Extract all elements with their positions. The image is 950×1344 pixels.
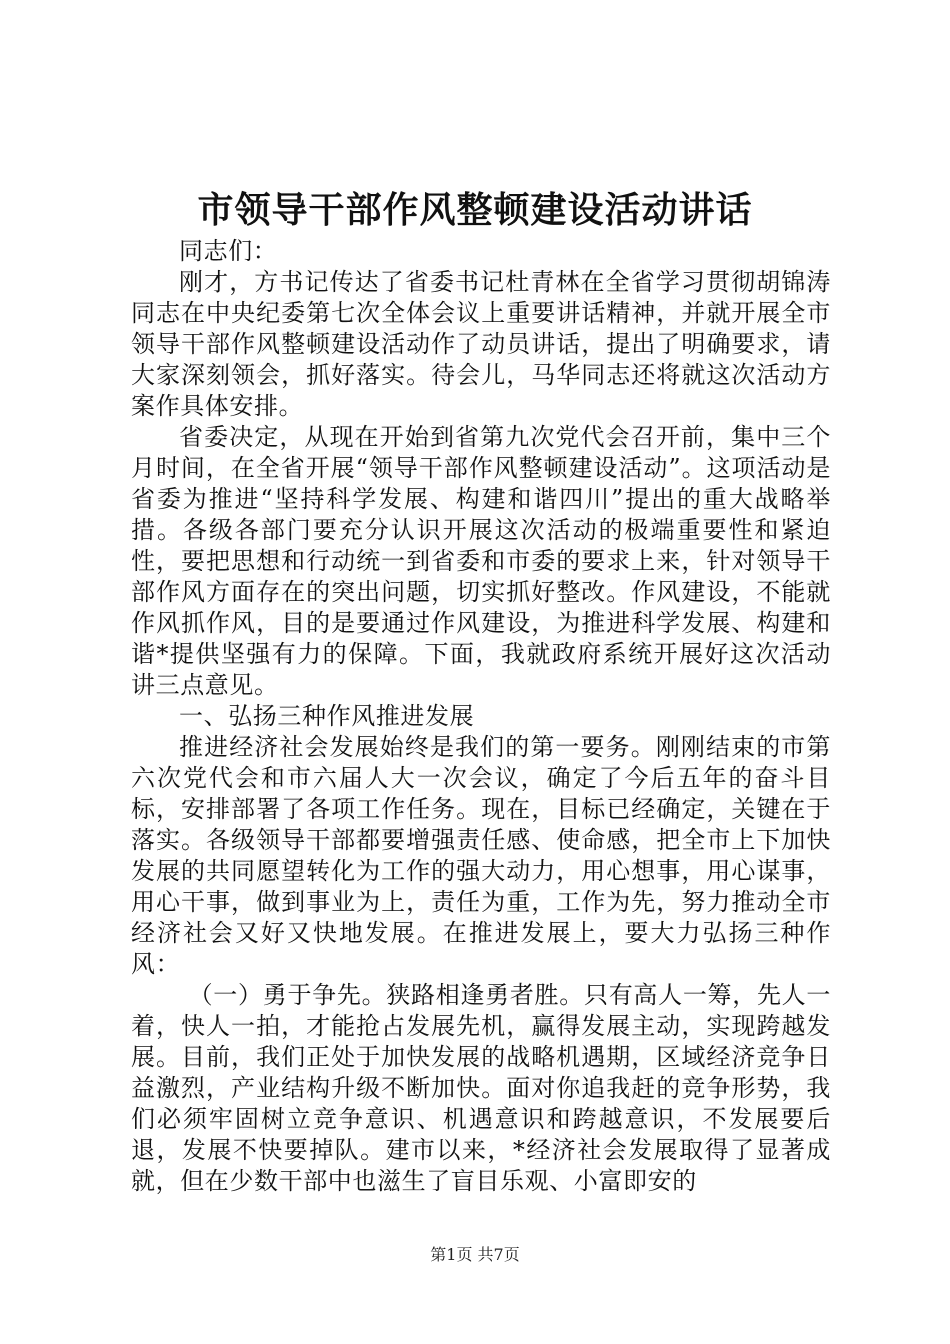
subsection-paragraph: （一）勇于争先。狭路相逢勇者胜。只有高人一筹，先人一着，快人一拍，才能抢占发展先机，赢得发展主动，实现跨越发展。目前，我们正处于加快发展的战略机遇期，区域经济竞争日益激烈，产业结构升级不断加快。面对你追我赶的竞争形势，我们必须牢固树立竞争意识、机遇意识和跨越意识，不发展要后退，发展不快要掉队。建市以来，*经济社会发展取得了显著成就，但在少数干部中也滋生了盲目乐观、小富即安的 [131, 981, 831, 1195]
section-heading: 一、弘扬三种作风推进发展 [179, 702, 475, 730]
paragraph: 推进经济社会发展始终是我们的第一要务。刚刚结束的市第六次党代会和市六届人大一次会议，确定了今后五年的奋斗目标，安排部署了各项工作任务。现在，目标已经确定，关键在于落实。各级领导干部都要增强责任感、使命感，把全市上下加快发展的共同愿望转化为工作的强大动力，用心想事，用心谋事，用心干事，做到事业为上，责任为重，工作为先，努力推动全市经济社会又好又快地发展。在推进发展上，要大力弘扬三种作风： [131, 733, 831, 978]
page-number: 第1页 共7页 [430, 1245, 520, 1264]
paragraph: 刚才，方书记传达了省委书记杜青林在全省学习贯彻胡锦涛同志在中央纪委第七次全体会议上重要讲话精神，并就开展全市领导干部作风整顿建设活动作了动员讲话，提出了明确要求，请大家深刻领会，抓好落实。待会儿，马华同志还将就这次活动方案作具体安排。 [131, 268, 831, 420]
document-body [131, 236, 831, 1197]
salutation: 同志们： [179, 237, 278, 265]
document-title: 市领导干部作风整顿建设活动讲话 [197, 189, 753, 231]
paragraph: 省委决定，从现在开始到省第九次党代会召开前，集中三个月时间，在全省开展“领导干部作风整顿建设活动”。这项活动是省委为推进“坚持科学发展、构建和谐四川”提出的重大战略举措。各级各部门要充分认识开展这次活动的极端重要性和紧迫性，要把思想和行动统一到省委和市委的要求上来，针对领导干部作风方面存在的突出问题，切实抓好整改。作风建设，不能就作风抓作风，目的是要通过作风建设，为推进科学发展、构建和谐*提供坚强有力的保障。下面，我就政府系统开展好这次活动讲三点意见。 [131, 423, 831, 699]
